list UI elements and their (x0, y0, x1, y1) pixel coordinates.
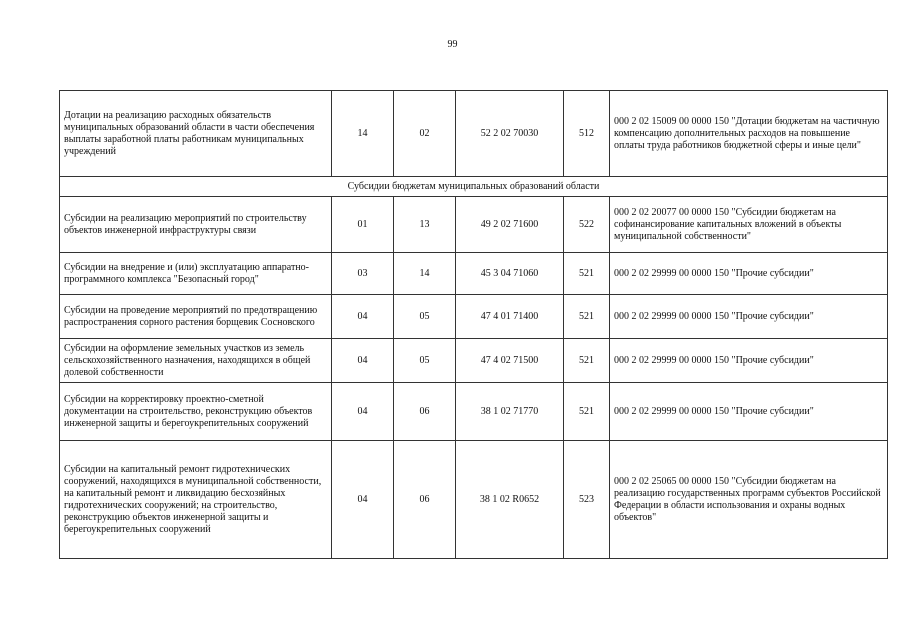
table-row (60, 197, 888, 253)
row-description: Дотации на реализацию расходных обязательств муниципальных образований области в части обеспечения выплаты заработной платы работникам муниципальных учреждений (60, 91, 332, 177)
subsection-code: 06 (394, 383, 456, 441)
section-code: 04 (332, 339, 394, 383)
revenue-code: 000 2 02 20077 00 0000 150 "Субсидии бюджетам на софинансирование капитальных вложений в объекты муниципальной собственности" (610, 197, 888, 253)
target-article-code: 45 3 04 71060 (456, 253, 564, 295)
table-row (60, 383, 888, 441)
subsection-code: 13 (394, 197, 456, 253)
section-code: 04 (332, 295, 394, 339)
expense-type-code: 523 (564, 441, 610, 559)
section-code: 04 (332, 441, 394, 559)
subsection-code: 14 (394, 253, 456, 295)
target-article-code: 52 2 02 70030 (456, 91, 564, 177)
expense-type-code: 521 (564, 253, 610, 295)
target-article-code: 38 1 02 R0652 (456, 441, 564, 559)
expense-type-code: 521 (564, 295, 610, 339)
budget-table (59, 90, 888, 559)
row-description: Субсидии на корректировку проектно-сметной документации на строительство, реконструкцию объектов инженерной защиты и берегоукрепительных сооружений (60, 383, 332, 441)
section-code: 01 (332, 197, 394, 253)
table-row (60, 295, 888, 339)
revenue-code: 000 2 02 29999 00 0000 150 "Прочие субсидии" (610, 295, 888, 339)
revenue-code: 000 2 02 29999 00 0000 150 "Прочие субсидии" (610, 383, 888, 441)
row-description: Субсидии на реализацию мероприятий по строительству объектов инженерной инфраструктуры связи (60, 197, 332, 253)
expense-type-code: 521 (564, 383, 610, 441)
row-description: Субсидии на проведение мероприятий по предотвращению распространения сорного растения борщевик Сосновского (60, 295, 332, 339)
row-description: Субсидии на капитальный ремонт гидротехнических сооружений, находящихся в муниципальной собственности, на капитальный ремонт и ликвидацию бесхозяйных гидротехнических сооружений; на строительство, реконструкцию объектов инженерной защиты и берегоукрепительных сооружений (60, 441, 332, 559)
table-row (60, 441, 888, 559)
revenue-code: 000 2 02 29999 00 0000 150 "Прочие субсидии" (610, 253, 888, 295)
subsection-code: 05 (394, 339, 456, 383)
subsection-code: 06 (394, 441, 456, 559)
page-number: 99 (447, 39, 458, 50)
row-description: Субсидии на оформление земельных участков из земель сельскохозяйственного назначения, находящихся в общей долевой собственности (60, 339, 332, 383)
subsection-code: 02 (394, 91, 456, 177)
table-row (60, 253, 888, 295)
row-description: Субсидии на внедрение и (или) эксплуатацию аппаратно-программного комплекса "Безопасный город" (60, 253, 332, 295)
subsection-code: 05 (394, 295, 456, 339)
target-article-code: 47 4 01 71400 (456, 295, 564, 339)
target-article-code: 49 2 02 71600 (456, 197, 564, 253)
table-row (60, 91, 888, 177)
expense-type-code: 521 (564, 339, 610, 383)
expense-type-code: 512 (564, 91, 610, 177)
section-code: 14 (332, 91, 394, 177)
revenue-code: 000 2 02 29999 00 0000 150 "Прочие субсидии" (610, 339, 888, 383)
revenue-code: 000 2 02 25065 00 0000 150 "Субсидии бюджетам на реализацию государственных программ субъектов Российской Федерации в области использования и охраны водных объектов" (610, 441, 888, 559)
revenue-code: 000 2 02 15009 00 0000 150 "Дотации бюджетам на частичную компенсацию дополнительных расходов на повышение оплаты труда работников бюджетной сферы и иные цели" (610, 91, 888, 177)
section-row (60, 177, 888, 197)
target-article-code: 47 4 02 71500 (456, 339, 564, 383)
table-row (60, 339, 888, 383)
section-heading: Субсидии бюджетам муниципальных образований области (60, 177, 888, 197)
section-code: 04 (332, 383, 394, 441)
expense-type-code: 522 (564, 197, 610, 253)
target-article-code: 38 1 02 71770 (456, 383, 564, 441)
section-code: 03 (332, 253, 394, 295)
